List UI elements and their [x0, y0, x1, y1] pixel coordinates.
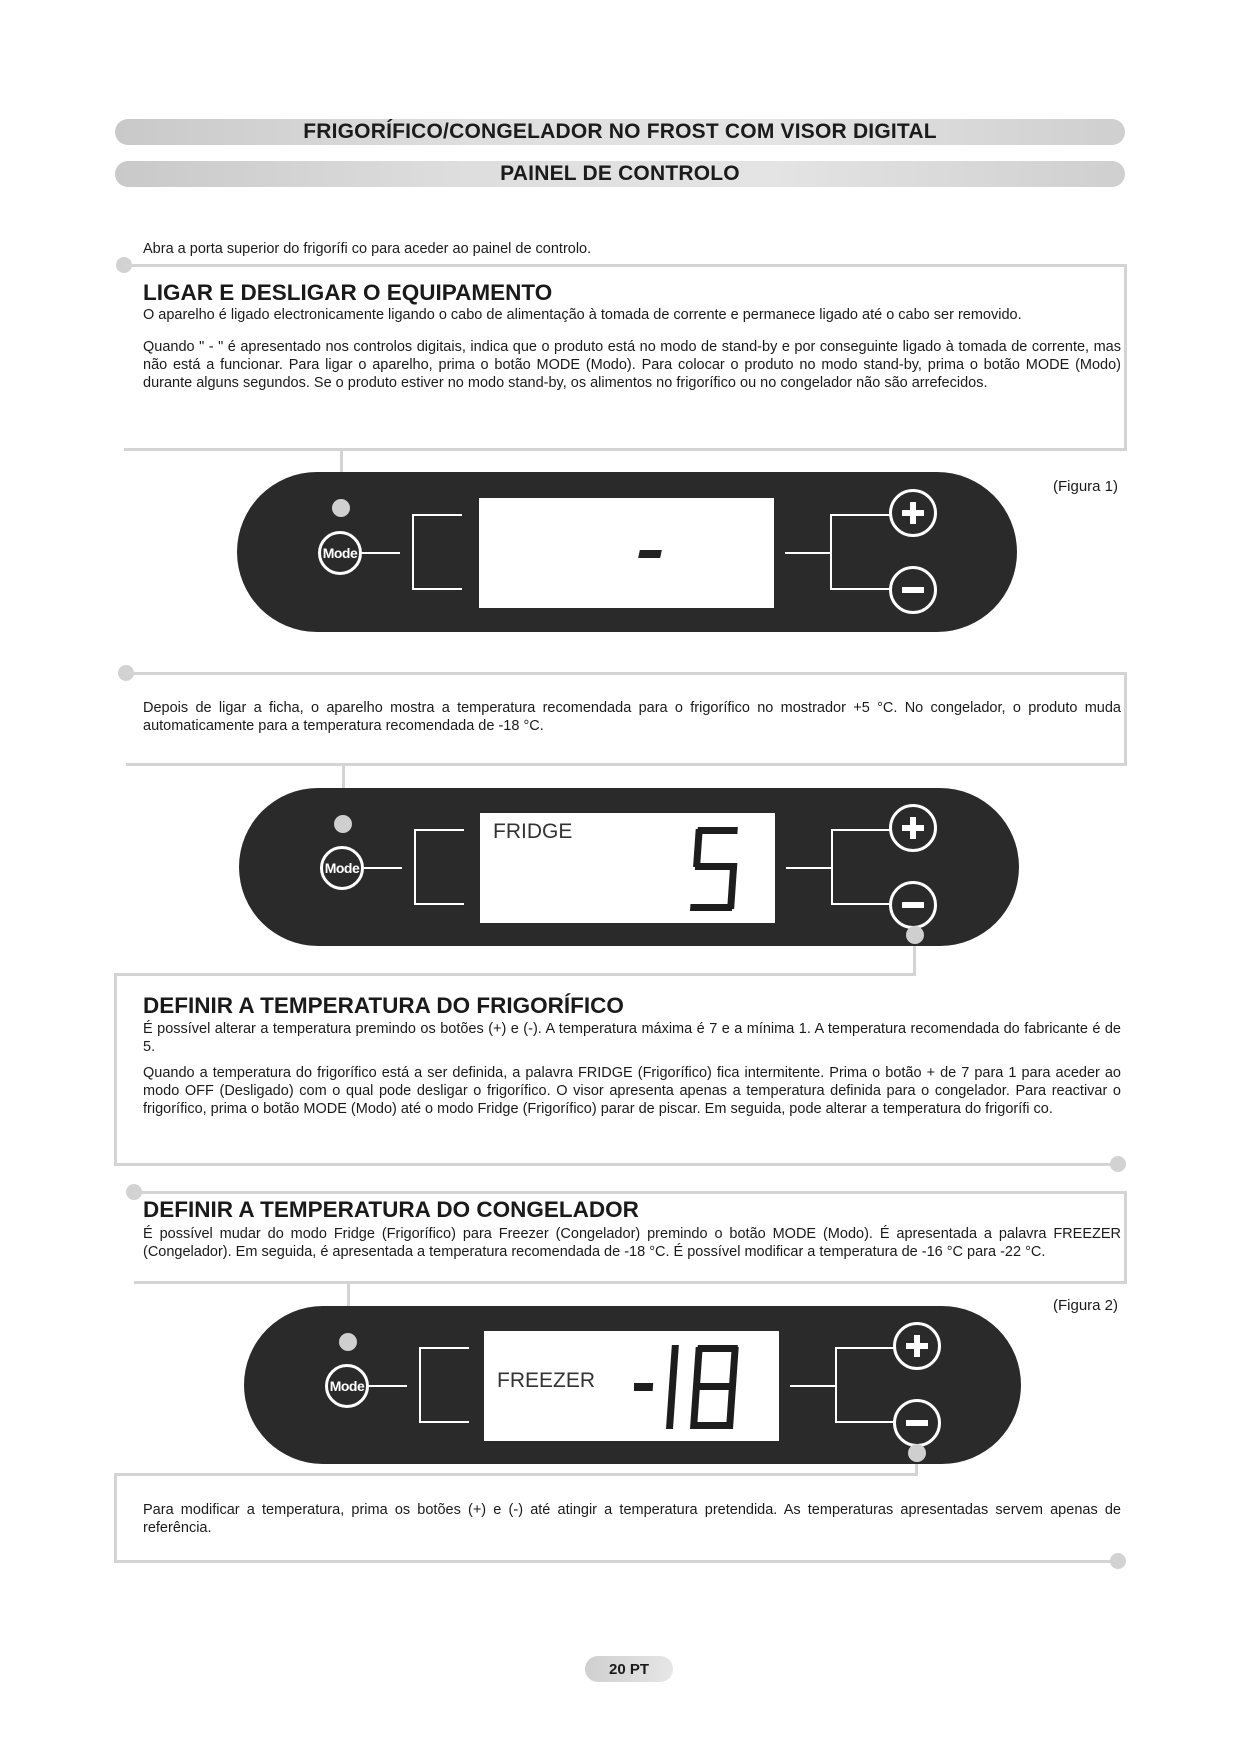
- plus-icon: [904, 1333, 930, 1359]
- mode-button[interactable]: [325, 1364, 369, 1408]
- plus-icon: [900, 815, 926, 841]
- page-number-badge: [585, 1656, 673, 1682]
- document-title: FRIGORÍFICO/CONGELADOR NO FROST COM VISOR DIGITAL: [303, 120, 937, 143]
- connector-dot: [339, 1333, 357, 1351]
- plus-button[interactable]: [889, 489, 937, 537]
- minus-button[interactable]: [893, 1399, 941, 1447]
- frame-bottom-line: [114, 1560, 1119, 1563]
- control-panel-standby: [237, 472, 1017, 632]
- section1-heading: LIGAR E DESLIGAR O EQUIPAMENTO: [143, 280, 553, 305]
- control-panel-fridge: [239, 788, 1019, 946]
- section4-heading: DEFINIR A TEMPERATURA DO CONGELADOR: [143, 1197, 639, 1222]
- section3-heading: DEFINIR A TEMPERATURA DO FRIGORÍFICO: [143, 993, 624, 1018]
- minus-icon: [900, 577, 926, 603]
- section4-paragraph: É possível mudar do modo Fridge (Frigorífico) para Freezer (Congelador) premindo o botão MODE (Modo). É apresentada a palavra FREEZER (Congelador). Em seguida, é apresentada a temperatura recomendada de -18 °C. É possível modificar a temperatura de -16 °C para -22 °C.: [143, 1226, 1121, 1260]
- page-number: 20 PT: [608, 1660, 650, 1678]
- minus-button[interactable]: [889, 566, 937, 614]
- connector-dot: [334, 815, 352, 833]
- frame-dot: [1110, 1553, 1126, 1569]
- mode-label: Mode: [329, 1378, 365, 1394]
- plus-icon: [900, 500, 926, 526]
- section3-paragraph-1: É possível alterar a temperatura premindo os botões (+) e (-). A temperatura máxima é 7 e a mínima 1. A temperatura recomendada do fabricante é de 5.: [143, 1021, 1121, 1055]
- standby-dash: [638, 550, 662, 558]
- connector-line: [913, 946, 916, 976]
- seven-segment-digits: [634, 1343, 754, 1433]
- connector-dot: [908, 1444, 926, 1462]
- figure1-caption: (Figura 1): [1053, 478, 1119, 495]
- fridge-label: FRIDGE: [493, 820, 573, 843]
- minus-icon: [900, 892, 926, 918]
- plus-button[interactable]: [889, 804, 937, 852]
- mode-label: Mode: [324, 860, 360, 876]
- minus-button[interactable]: [889, 881, 937, 929]
- seven-segment-digits: [690, 825, 750, 915]
- section1-paragraph-2: Quando " - " é apresentado nos controlos digitais, indica que o produto está no modo de stand-by e por conseguinte ligado à tomada de corrente, mas não está a funcionar. Para ligar o aparelho, prima o botão MODE (Modo). Para colocar o produto no modo stand-by, prima o botão MODE (Modo) durante alguns segundos. Se o produto estiver no modo stand-by, os alimentos no frigorífico ou no congelador não são arrefecidos.: [143, 339, 1121, 391]
- section-title: PAINEL DE CONTROLO: [500, 162, 740, 185]
- control-panel-freezer: [244, 1306, 1021, 1464]
- section2-paragraph: Depois de ligar a ficha, o aparelho mostra a temperatura recomendada para o frigorífico no mostrador +5 °C. No congelador, o produto muda automaticamente para a temperatura recomendada de -18 °C.: [143, 700, 1121, 734]
- frame-dot: [1110, 1156, 1126, 1172]
- freezer-label: FREEZER: [497, 1369, 596, 1392]
- mode-button[interactable]: [318, 531, 362, 575]
- connector-dot: [332, 499, 350, 517]
- intro-text: Abra a porta superior do frigorífi co para aceder ao painel de controlo.: [143, 241, 592, 257]
- figure2-caption: (Figura 2): [1053, 1297, 1119, 1314]
- section3-paragraph-2: Quando a temperatura do frigorífico está a ser definida, a palavra FRIDGE (Frigorífico) fica intermitente. Prima o botão + de 7 para 1 para aceder ao modo OFF (Desligado) com o qual pode desligar o frigorífico. O visor apresenta apenas a temperatura definida para o congelador. Para reactivar o frigorífico, prima o botão MODE (Modo) até o modo Fridge (Frigorífico) parar de piscar. Em seguida, pode alterar a temperatura do frigorífi co.: [143, 1065, 1121, 1117]
- section5-paragraph: Para modificar a temperatura, prima os botões (+) e (-) até atingir a temperatura pretendida. As temperaturas apresentadas servem apenas de referência.: [143, 1502, 1121, 1536]
- plus-button[interactable]: [893, 1322, 941, 1370]
- minus-icon: [904, 1410, 930, 1436]
- document-title-banner: [115, 119, 1125, 145]
- mode-button[interactable]: [320, 846, 364, 890]
- digital-display: [484, 1331, 779, 1441]
- digital-display: [479, 498, 774, 608]
- frame-bottom-line: [114, 1163, 1119, 1166]
- digital-display: [480, 813, 775, 923]
- section-title-banner: [115, 161, 1125, 187]
- mode-label: Mode: [322, 545, 358, 561]
- section1-paragraph-1: O aparelho é ligado electronicamente ligando o cabo de alimentação à tomada de corrente e permanece ligado até o cabo ser removido.: [143, 307, 1022, 323]
- connector-dot: [906, 926, 924, 944]
